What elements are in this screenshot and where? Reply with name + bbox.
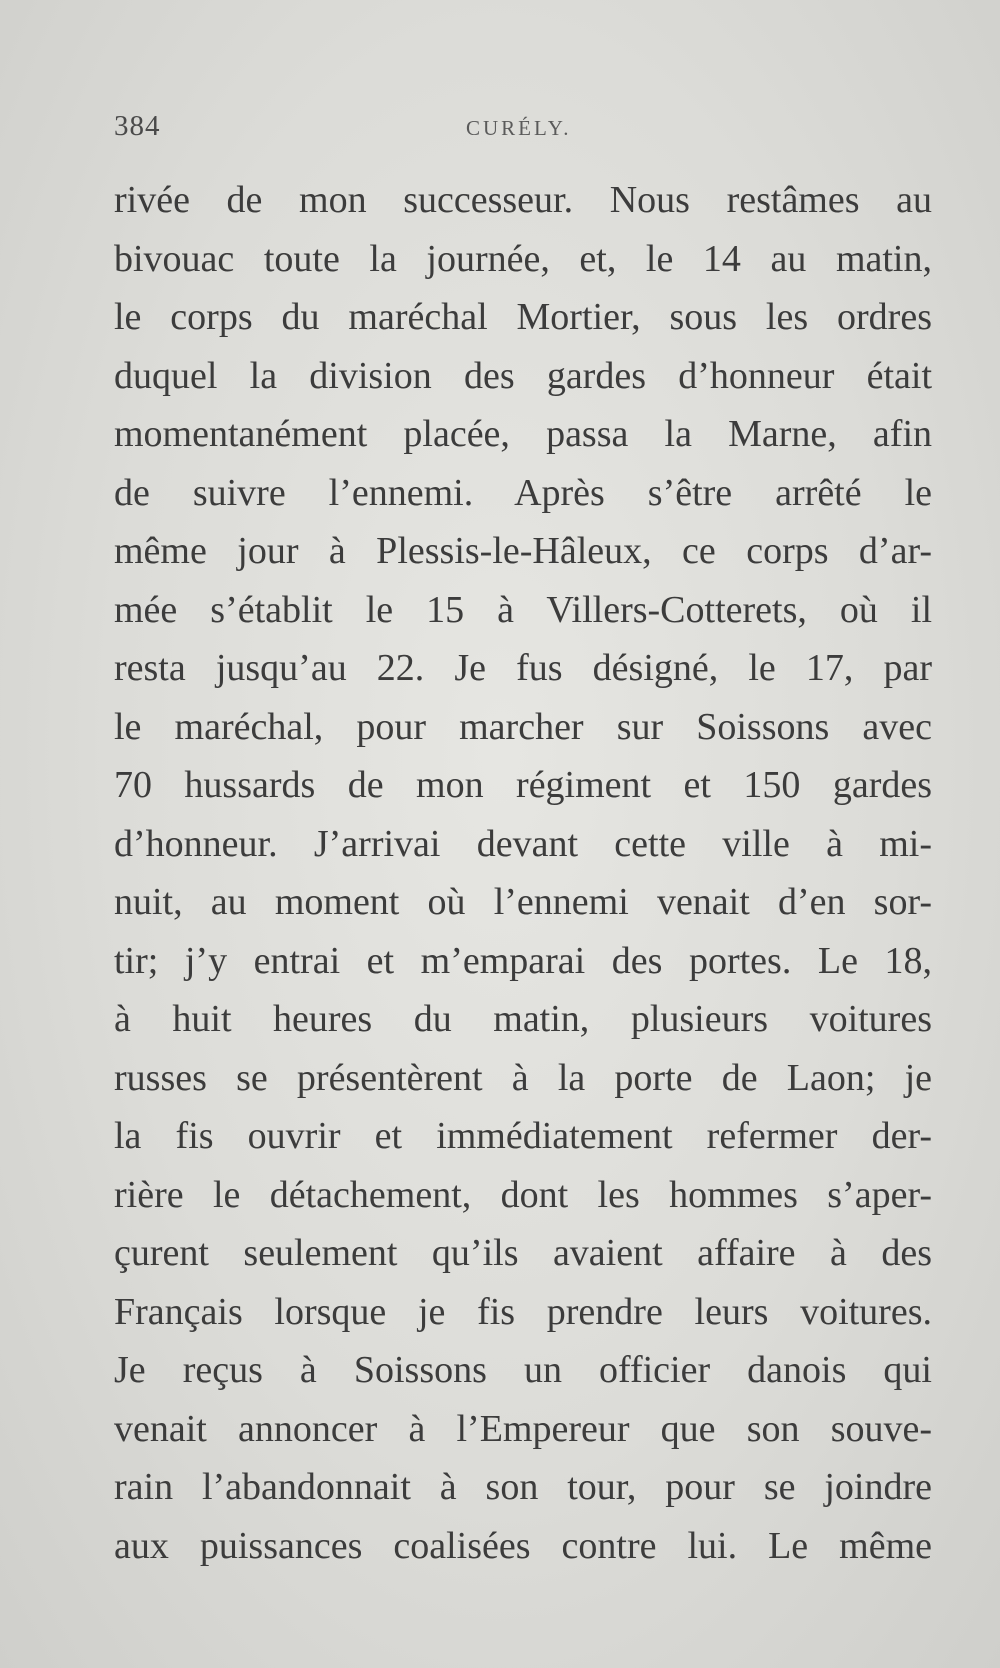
text-line: duquel la division des gardes d’honneur était: [114, 354, 932, 397]
running-head: [114, 110, 934, 150]
text-line: d’honneur. J’arrivai devant cette ville à mi-: [114, 822, 932, 865]
text-line: resta jusqu’au 22. Je fus désigné, le 17, par: [114, 647, 932, 689]
text-line: çurent seulement qu’ils avaient affaire à des: [114, 1232, 932, 1274]
text-line: russes se présentèrent à la porte de Laon; je: [114, 1056, 932, 1099]
page-number: 384: [114, 110, 161, 142]
text-line: rain l’abandonnait à son tour, pour se joindre: [114, 1466, 932, 1508]
text-line: momentanément placée, passa la Marne, afin: [114, 413, 932, 455]
text-line: le maréchal, pour marcher sur Soissons avec: [114, 705, 932, 748]
body-text: [114, 171, 932, 1575]
text-line: tir; j’y entrai et m’emparai des portes. Le 18,: [114, 939, 932, 982]
text-line: Je reçus à Soissons un officier danois qui: [114, 1349, 932, 1391]
text-line: rière le détachement, dont les hommes s’aper-: [114, 1173, 932, 1216]
text-line: même jour à Plessis-le-Hâleux, ce corps d’ar-: [114, 530, 932, 572]
text-line: nuit, au moment où l’ennemi venait d’en sor-: [114, 881, 932, 923]
text-line: mée s’établit le 15 à Villers-Cotterets, où il: [114, 588, 932, 631]
text-line: bivouac toute la journée, et, le 14 au matin,: [114, 237, 932, 280]
text-line: 70 hussards de mon régiment et 150 gardes: [114, 764, 932, 806]
text-line: Français lorsque je fis prendre leurs voitures.: [114, 1290, 932, 1333]
running-title: CURÉLY.: [466, 116, 572, 140]
text-line: rivée de mon successeur. Nous restâmes au: [114, 179, 932, 221]
text-line: aux puissances coalisées contre lui. Le même: [114, 1524, 932, 1567]
text-line: de suivre l’ennemi. Après s’être arrêté le: [114, 471, 932, 514]
text-line: venait annoncer à l’Empereur que son souve-: [114, 1407, 932, 1450]
text-line: à huit heures du matin, plusieurs voitures: [114, 998, 932, 1040]
text-line: la fis ouvrir et immédiatement refermer der-: [114, 1115, 932, 1157]
text-line: le corps du maréchal Mortier, sous les ordres: [114, 296, 932, 338]
